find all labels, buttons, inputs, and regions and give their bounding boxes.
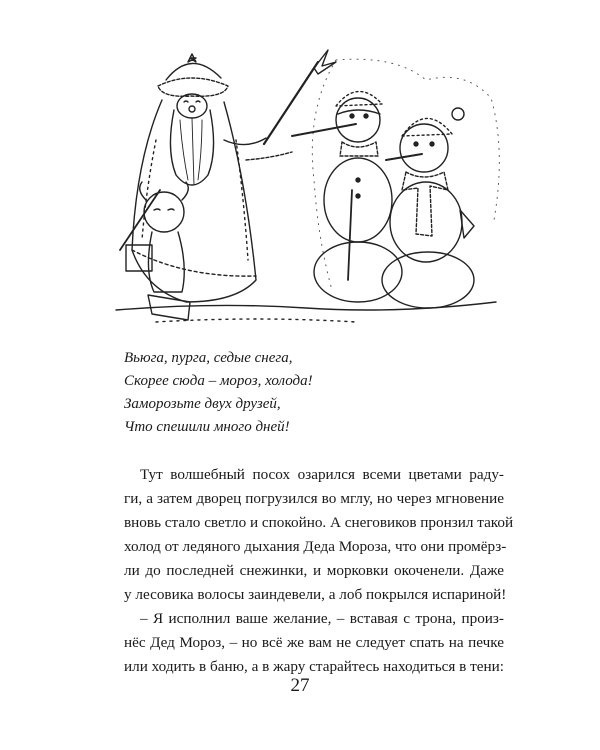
snowman-right: [382, 108, 474, 308]
text-line: Тут волшебный посох озарился всеми цветами раду-: [140, 466, 504, 483]
poem-line: Заморозьте двух друзей,: [124, 396, 281, 412]
snowman-left: [292, 91, 402, 302]
body-text: [124, 463, 514, 679]
text-line: у лесовика волосы заиндевели, а лоб покрылся испариной!: [124, 586, 507, 603]
page-number: 27: [290, 675, 310, 696]
ground-line: [116, 302, 496, 310]
text-line: холод от ледяного дыхания Деда Мороза, что они промёрз-: [124, 538, 507, 555]
poem-line: Что спешили много дней!: [124, 419, 290, 435]
text-line: ли до последней снежинки, и морковки окоченели. Даже: [124, 562, 504, 579]
poem-stanza: [124, 347, 504, 439]
illustration-ded-moroz-snowmen: [96, 40, 516, 335]
text-line: или ходить в баню, а в жару старайтесь находиться в тени:: [124, 658, 504, 675]
text-line: нёс Дед Мороз, – но всё же вам не следует спать на печке: [124, 634, 504, 651]
poem-line: Вьюга, пурга, седые снега,: [124, 350, 293, 366]
text-line: вновь стало светло и спокойно. А снеговиков пронзил такой: [124, 514, 514, 531]
text-line: ги, а затем дворец погрузился во мглу, но через мгновение: [124, 490, 504, 507]
poem-line: Скорее сюда – мороз, холода!: [124, 373, 313, 389]
text-line: – Я исполнил ваше желание, – вставая с трона, произ-: [140, 610, 504, 627]
